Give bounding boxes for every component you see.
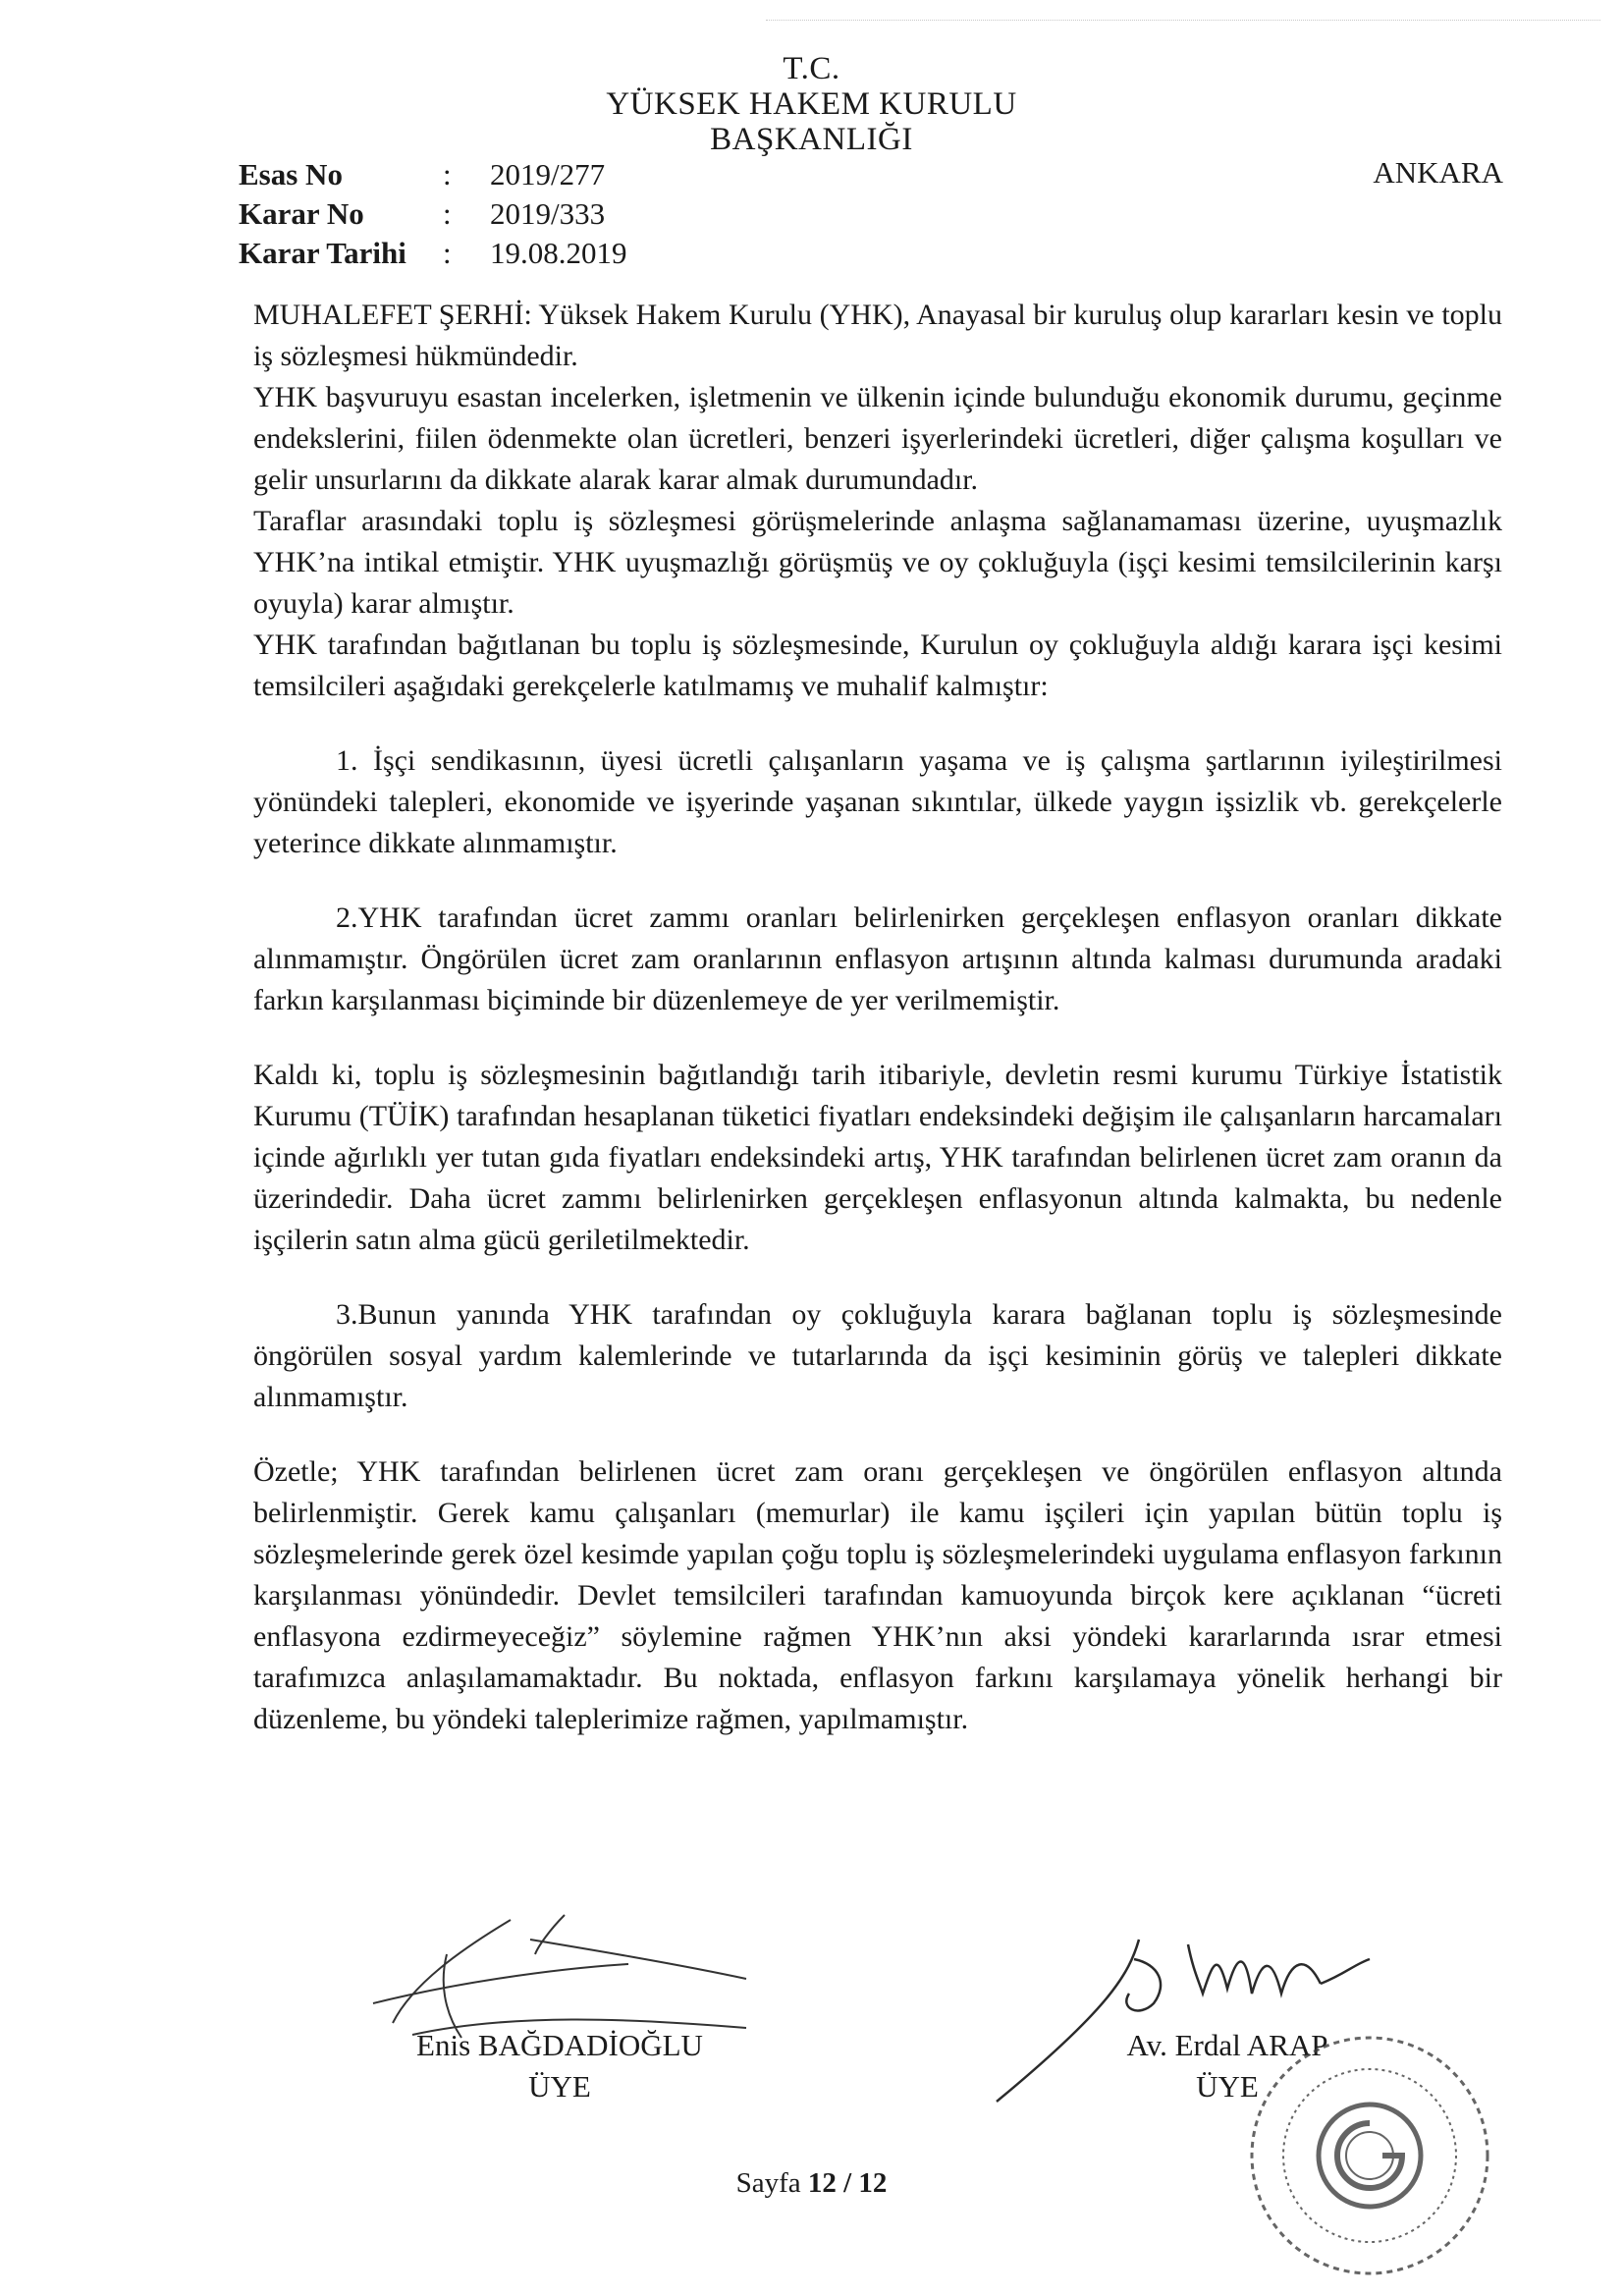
left-signatory — [373, 2025, 746, 2107]
header-tc: T.C. — [783, 51, 840, 86]
city: ANKARA — [1373, 155, 1503, 190]
paragraph-ykh-review: YHK başvuruyu esastan incelerken, işletmenin ve ülkenin içinde bulunduğu ekonomik durumu, geçinme endekslerini, fiilen ödenmekte olan ücretleri, benzeri işyerlerindeki ücretleri, diğer çalışma koşulları ve gelir unsurlarını da dikkate alarak karar almak durumundadır. — [253, 381, 1502, 496]
tarih-value: 19.08.2019 — [490, 236, 627, 270]
paragraph-inflation: Kaldı ki, toplu iş sözleşmesinin bağıtlandığı tarih itibariyle, devletin resmi kurumu Türkiye İstatistik Kurumu (TÜİK) tarafından hesaplanan tüketici fiyatları endeksindeki değişim ile çalışanların harcamaları içinde ağırlıklı yer tutan gıda fiyatları endeksindeki artış, YHK tarafından belirlenen ücret zam oranın da üzerindedir. Daha ücret zammı belirlenirken gerçekleşen enflasyonun altında kalmakta, bu nedenle işçilerin satın alma gücü geriletilmektedir. — [253, 1059, 1502, 1256]
reason-item-1: 1. İşçi sendikasının, üyesi ücretli çalışanların yaşama ve iş çalışma şartlarının iyileştirilmesi yönündeki talepleri, ekonomide ve işyerinde yaşanan sıkıntılar, ülkede yaygın işsizlik vb. gerekçelerle yeterince dikkate alınmamıştır. — [253, 744, 1502, 859]
left-signatory-role: ÜYE — [528, 2069, 591, 2104]
page-total: 12 — [858, 2167, 888, 2199]
esas-value: 2019/277 — [490, 157, 606, 191]
paragraph-dissent-intro: MUHALEFET ŞERHİ: Yüksek Hakem Kurulu (YHK), Anayasal bir kuruluş olup kararları kesin ve toplu iş sözleşmesi hükmündedir. — [253, 299, 1502, 372]
case-meta — [239, 155, 627, 273]
esas-colon: : — [443, 157, 452, 191]
page-current: 12 — [807, 2167, 837, 2199]
paragraph-reasons-intro: YHK tarafından bağıtlanan bu toplu iş sözleşmesinde, Kurulun oy çokluğuyla aldığı karara işçi kesimi temsilcileri aşağıdaki gerekçelerle katılmamış ve muhalif kalmıştır: — [253, 629, 1502, 702]
document-body — [253, 295, 1502, 1740]
page-number — [0, 2167, 1623, 2200]
karar-label: Karar No — [239, 196, 364, 231]
right-signatory-role: ÜYE — [1196, 2069, 1259, 2104]
page-prefix: Sayfa — [735, 2167, 801, 2199]
right-signatory-name: Av. Erdal ARAP — [1126, 2028, 1328, 2062]
karar-value: 2019/333 — [490, 196, 606, 231]
karar-colon: : — [443, 196, 452, 231]
reason-item-3: 3.Bunun yanında YHK tarafından oy çokluğuyla karara bağlanan toplu iş sözleşmesinde öngörülen sosyal yardım kalemlerinde ve tutarlarında da işçi kesiminin görüş ve talepleri dikkate alınmamıştır. — [253, 1298, 1502, 1413]
page-separator: / — [843, 2167, 852, 2199]
esas-row — [239, 155, 627, 194]
reason-item-2: 2.YHK tarafından ücret zammı oranları belirlenirken gerçekleşen enflasyon oranları dikkate alınmamıştır. Öngörülen ücret zam oranlarının enflasyon artışının altında kalması durumunda aradaki farkın karşılanması biçiminde bir düzenlemeye de yer verilmemiştir. — [253, 902, 1502, 1016]
tarih-row — [239, 234, 627, 273]
left-signature-mark — [373, 1915, 746, 2038]
scan-dotted-edge — [766, 20, 1600, 22]
header-presidency: BAŞKANLIĞI — [710, 122, 913, 157]
esas-label: Esas No — [239, 157, 343, 191]
paragraph-summary: Özetle; YHK tarafından belirlenen ücret zam oranı gerçekleşen ve öngörülen enflasyon altında belirlenmiştir. Gerek kamu çalışanları (memurlar) ile kamu işçileri için yapılan bütün toplu iş sözleşmelerinde gerek özel kesimde yapılan çoğu toplu iş sözleşmelerindeki uygulama enflasyon farkının karşılanması yönündedir. Devlet temsilcileri tarafından kamuoyunda birçok kere açıklanan “ücreti enflasyona ezdirmeyeceğiz” söylemine rağmen YHK’nın aksi yöndeki kararlarında ısrar etmesi tarafımızca anlaşılamamaktadır. Bu noktada, enflasyon farkını karşılamaya yönelik herhangi bir düzenleme, bu yöndeki taleplerimize rağmen, yapılmamıştır. — [253, 1455, 1502, 1735]
tarih-label: Karar Tarihi — [239, 236, 406, 270]
karar-row — [239, 194, 627, 234]
tarih-colon: : — [443, 236, 452, 270]
header-institution: YÜKSEK HAKEM KURULU — [606, 86, 1017, 122]
right-signatory — [1080, 2025, 1375, 2107]
left-signatory-name: Enis BAĞDADİOĞLU — [416, 2028, 703, 2062]
paragraph-dispute: Taraflar arasındaki toplu iş sözleşmesi görüşmelerinde anlaşma sağlanamaması üzerine, uyuşmazlık YHK’na intikal etmiştir. YHK uyuşmazlığı görüşmüş ve oy çokluğuyla (işçi kesimi temsilcilerinin karşı oyuyla) karar almıştır. — [253, 505, 1502, 620]
